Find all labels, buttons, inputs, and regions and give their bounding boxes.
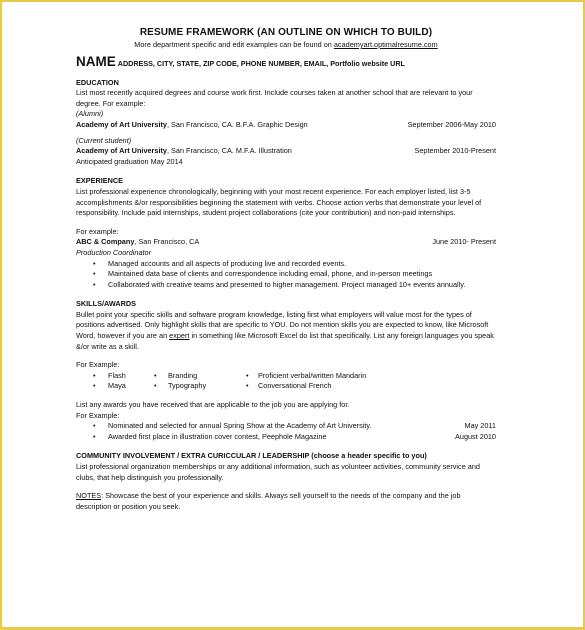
awards-example-label: For Example: [76, 410, 120, 420]
employer-row [76, 237, 496, 248]
list-item: • Collaborated with creative teams and presented to higher management. Project managed 10+ events annually. [76, 280, 496, 291]
skills-heading: SKILLS/AWARDS [76, 299, 136, 309]
name-label: NAME [76, 54, 116, 69]
award-text: • Awarded first place in illustration cover contest, Peephole Magazine [108, 431, 327, 441]
page-subtitle [76, 39, 496, 50]
skill-item: • Maya [76, 381, 152, 392]
education-description: List most recently acquired degrees and course work first. Include courses taken at another school that are relevant to your degree. For example: [76, 88, 473, 108]
skills-description [76, 310, 496, 352]
community-description: List professional organization memberships or any additional information, such as volunteer activities, community service and clubs, that help distinguish you professionally. [76, 462, 480, 482]
skill-item: • Proficient verbal/written Mandarin [246, 371, 386, 382]
graduation-note: Anticipated graduation May 2014 [76, 156, 183, 166]
award-date: August 2010 [455, 431, 496, 441]
notes [76, 491, 496, 512]
job-role: Production Coordinator [76, 247, 152, 257]
page-title: RESUME FRAMEWORK (AN OUTLINE ON WHICH TO BUILD) [139, 27, 433, 38]
experience-bullets [76, 259, 496, 291]
education-entry-status: (Alumni) [76, 109, 104, 119]
school-name: Academy of Art University [76, 119, 167, 129]
degree-info: , San Francisco, CA. M.F.A. Illustration [166, 146, 292, 156]
name-line [76, 54, 496, 70]
education-entry [76, 146, 496, 157]
company-name: ABC & Company [76, 237, 135, 247]
contact-details: ADDRESS, CITY, STATE, ZIP CODE, PHONE NUMBER, EMAIL, Portfolio website URL [117, 59, 405, 68]
education-entry-status: (Current student) [76, 135, 132, 145]
education-entry [76, 120, 496, 131]
skill-item: • Branding [152, 371, 246, 382]
degree-info: , San Francisco, CA. B.F.A. Graphic Design [166, 119, 308, 129]
skills-desc-part: Bullet point your specific skills and software program knowledge, listing first what employers will value most for the types of positions advertised. Only highlight skills that are specific to YOU. Do not mention skills you are expected to know, like Microsoft Word, however if you are an [76, 309, 489, 341]
notes-label: NOTES [76, 491, 102, 501]
experience-heading: EXPERIENCE [76, 176, 124, 186]
company-location: , San Francisco, CA [134, 237, 200, 247]
awards-description: List any awards you have received that are applicable to the job you are applying for. [76, 400, 350, 410]
award-item [76, 421, 496, 432]
experience-description: List professional experience chronologically, beginning with your most recent experience. For each employer listed, list 3-5 accomplishments &/or responsibilities beginning the statement with verbs. Choose action verbs that demonstrate your level of responsibility. Include paid internships, student project collaborations (cite your contribution) and non-paid internships. [76, 186, 482, 218]
notes-text: : Showcase the best of your experience and skills. Always sell yourself to the needs of the company and the job description or position you seek. [76, 491, 461, 511]
experience-example-label: For example: [76, 226, 119, 236]
school-name: Academy of Art University [76, 146, 167, 156]
subtitle-text: More department specific and edit examples can be found on [134, 40, 334, 49]
list-item: • Managed accounts and all aspects of producing live and recorded events. [76, 259, 496, 270]
community-heading: COMMUNITY INVOLVEMENT / EXTRA CURICCULAR / LEADERSHIP (choose a header specific to you) [76, 451, 427, 461]
skill-item: • Typography [152, 381, 246, 392]
skill-item: • Flash [76, 371, 152, 382]
employment-date: June 2010- Present [432, 237, 496, 247]
award-item [76, 432, 496, 443]
resume-page [76, 27, 496, 512]
skills-desc-part: in something like Microsoft Excel do list that specifically. List any foreign languages you speak &/or write as a skill. [76, 331, 494, 351]
award-date: May 2011 [464, 421, 496, 431]
expert-link[interactable]: expert [169, 331, 190, 341]
award-text: • Nominated and selected for annual Spring Show at the Academy of Art University. [108, 421, 372, 431]
skills-example-label: For Example: [76, 360, 120, 370]
list-item: • Maintained data base of clients and correspondence including email, phone, and in-person meetings [76, 269, 496, 280]
education-date: September 2006-May 2010 [407, 119, 496, 129]
skill-item: • Conversational French [246, 381, 386, 392]
education-heading: EDUCATION [76, 77, 119, 87]
optimal-resume-link[interactable]: academyart.optimalresume.com [333, 40, 438, 49]
skills-grid [76, 371, 496, 392]
education-date: September 2010-Present [414, 146, 496, 156]
